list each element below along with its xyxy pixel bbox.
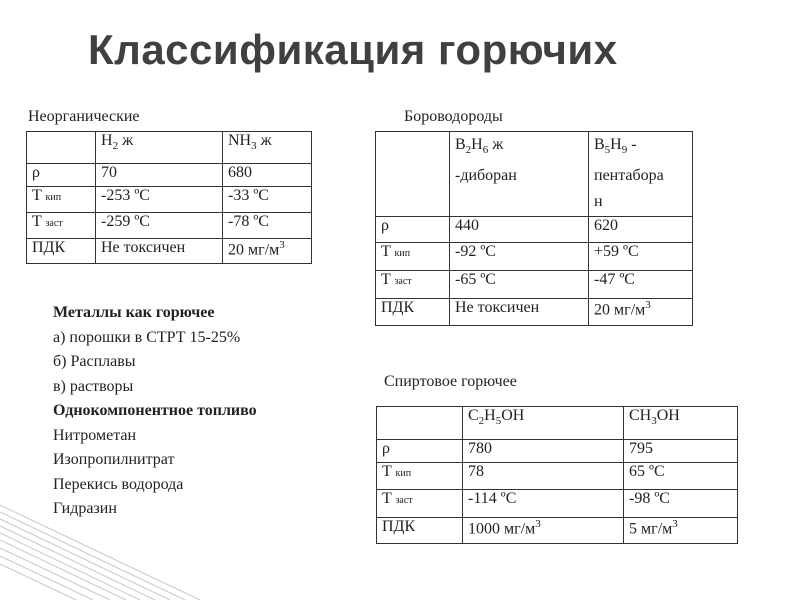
table-row (377, 440, 738, 463)
cell-value: -98 ºC (624, 490, 738, 518)
table-row (376, 271, 693, 299)
row-label: T заст (377, 490, 463, 518)
inorganic-caption: Неорганические (28, 108, 140, 125)
row-label: ПДК (376, 299, 450, 326)
table-row (376, 243, 693, 271)
cell-value: 620 (589, 217, 693, 243)
cell-value: -47 ºC (589, 271, 693, 299)
cell-value: 65 ºC (624, 463, 738, 490)
cell-value: 78 (463, 463, 624, 490)
list-item: Перекись водорода (53, 475, 184, 493)
row-label: T кип (376, 243, 450, 271)
row-label: ρ (377, 440, 463, 463)
table-row (27, 132, 312, 164)
header-pentaborane: $B_5H_9$ - пентабора н (589, 132, 693, 217)
cell-value: Не токсичен (450, 299, 589, 326)
cell-value: 70 (96, 164, 223, 187)
cell-value: 1000 $мг/м^3$ (463, 518, 624, 544)
cell-value: 20 $мг/м^3$ (223, 239, 312, 264)
row-label: ρ (27, 164, 96, 187)
borohydrides-table (375, 131, 693, 326)
list-heading: Однокомпонентное топливо (53, 402, 257, 419)
borohydrides-caption: Бороводороды (404, 108, 503, 125)
cell-value: 680 (223, 164, 312, 187)
row-label: ПДК (377, 518, 463, 544)
row-label: T заст (376, 271, 450, 299)
table-row (376, 217, 693, 243)
header-methanol: $CH_3OH$ (624, 407, 738, 440)
table-row (377, 463, 738, 490)
list-item: Нитрометан (53, 426, 137, 444)
table-row (27, 187, 312, 213)
cell-value: -114 ºC (463, 490, 624, 518)
cell-value: 795 (624, 440, 738, 463)
cell-value: -259 ºC (96, 213, 223, 239)
list-item: в) растворы (53, 377, 134, 395)
fuel-list (53, 301, 257, 522)
header-ethanol: $C_2H_5OH$ (463, 407, 624, 440)
table-row (376, 132, 693, 217)
header-nh3: $NH_3$ ж (223, 132, 312, 164)
row-label: T кип (27, 187, 96, 213)
row-label: ρ (376, 217, 450, 243)
header-diborane: $B_2H_6$ ж -диборан (450, 132, 589, 217)
cell-value: -78 ºC (223, 213, 312, 239)
table-row (376, 299, 693, 326)
row-label: T кип (377, 463, 463, 490)
cell-value: Не токсичен (96, 239, 223, 264)
table-row (27, 164, 312, 187)
page-title: Классификация горючих (88, 26, 618, 73)
row-label: ПДК (27, 239, 96, 264)
cell-value: +59 ºC (589, 243, 693, 271)
alcohol-table (376, 406, 738, 544)
table-row (377, 407, 738, 440)
list-heading: Металлы как горючее (53, 304, 215, 321)
list-item: Гидразин (53, 500, 117, 517)
cell-value: 780 (463, 440, 624, 463)
cell-value: 20 $мг/м^3$ (589, 299, 693, 326)
table-row (377, 490, 738, 518)
cell-value: 440 (450, 217, 589, 243)
header-h2: $H_2$ ж (96, 132, 223, 164)
row-label: T заст (27, 213, 96, 239)
table-row (27, 213, 312, 239)
list-item: б) Расплавы (53, 353, 136, 370)
cell-value: -33 ºC (223, 187, 312, 213)
alcohol-caption: Спиртовое горючее (384, 373, 517, 390)
list-item: а) порошки в СТРТ 15-25% (53, 328, 241, 346)
cell-value: 5 $мг/м^3$ (624, 518, 738, 544)
table-row (377, 518, 738, 544)
list-item: Изопропилнитрат (53, 451, 175, 468)
cell-value: -92 ºC (450, 243, 589, 271)
cell-value: -253 ºC (96, 187, 223, 213)
inorganic-table (26, 131, 312, 264)
table-row (27, 239, 312, 264)
cell-value: -65 ºC (450, 271, 589, 299)
